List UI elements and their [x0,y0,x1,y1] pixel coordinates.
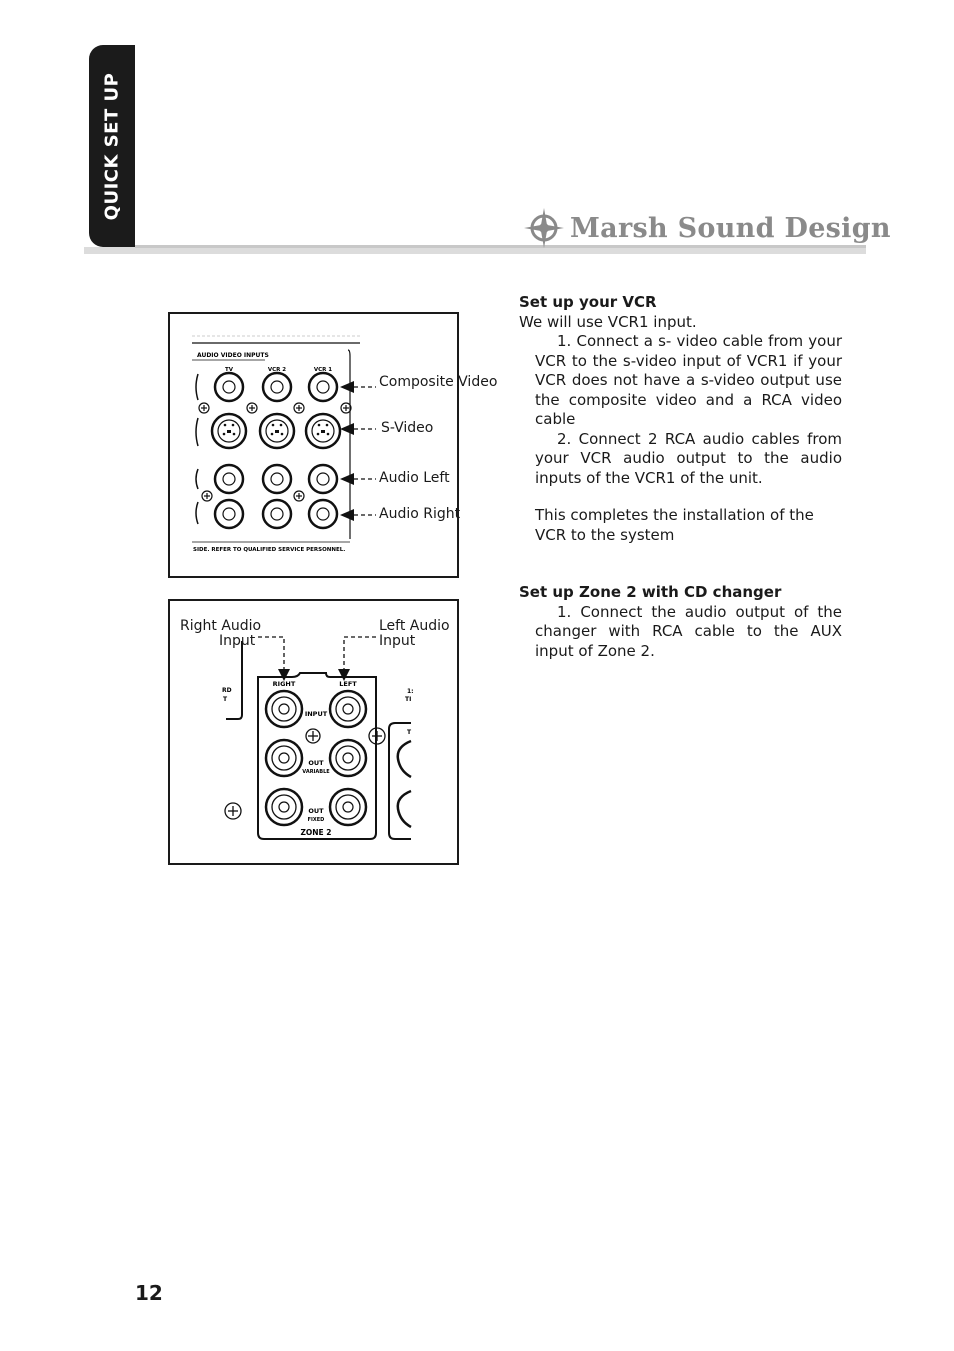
callout-s-video: S-Video [381,420,434,436]
callout-right-audio-input: Right Audio Input [180,618,262,649]
edge-label-2: T [223,696,228,703]
jack-label-out-fixed: OUT [308,807,324,815]
jack-label-input: INPUT [304,710,328,718]
brand-logo [524,206,891,250]
section-tab-label: QUICK SET UP [101,72,123,220]
edge-label-4: TI [405,696,412,703]
vcr-setup-section [519,293,842,545]
vcr-setup-intro: We will use VCR1 input. [519,312,697,331]
column-label-vcr1: VCR 1 [313,367,333,373]
column-label-tv: TV [224,367,234,373]
callout-audio-left: Audio Left [379,470,450,486]
zone2-connection-figure [168,599,459,865]
jack-label-right: RIGHT [272,680,296,688]
zone2-setup-heading: Set up Zone 2 with CD changer [519,583,782,601]
section-tab [89,45,135,247]
callout-audio-right: Audio Right [379,506,461,522]
vcr-connection-figure [168,312,498,578]
column-label-vcr2: VCR 2 [267,367,287,373]
edge-label-5: T [407,729,412,736]
zone2-label: ZONE 2 [300,828,332,837]
vcr-step-2: 2. Connect 2 RCA audio cables from your VCR audio output to the audio inputs of the VCR1 of the unit. [535,429,842,487]
page-number: 12 [135,1281,163,1305]
callout-left-audio-input: Left Audio Input [379,618,450,649]
jack-label-out-variable: OUT [308,759,324,767]
vcr-setup-heading: Set up your VCR [519,293,657,311]
brand-name: Marsh Sound Design [570,212,891,244]
warning-text: SIDE. REFER TO QUALIFIED SERVICE PERSONNEL. [193,547,346,553]
vcr-setup-closing: This completes the installation of the VCR to the system [535,506,814,544]
zone2-setup-section [519,583,842,661]
jack-label-variable: VARIABLE [302,769,330,775]
panel-title: AUDIO VIDEO INPUTS [197,352,269,359]
compass-logo-icon [524,208,564,248]
jack-label-fixed: FIXED [307,817,325,823]
vcr-step-1: 1. Connect a s- video cable from your VCR to the s-video input of VCR1 if your VCR does not have a s-video output use the composite video and a RCA video cable [535,332,842,428]
rear-panel-drawing [170,314,457,576]
jack-label-left: LEFT [339,680,357,688]
zone2-step-1: 1. Connect the audio output of the changer with RCA cable to the AUX input of Zone 2. [535,602,842,660]
edge-label-3: 1: [407,688,414,695]
callout-composite-video: Composite Video [379,374,498,390]
edge-label-1: RD [222,687,232,694]
